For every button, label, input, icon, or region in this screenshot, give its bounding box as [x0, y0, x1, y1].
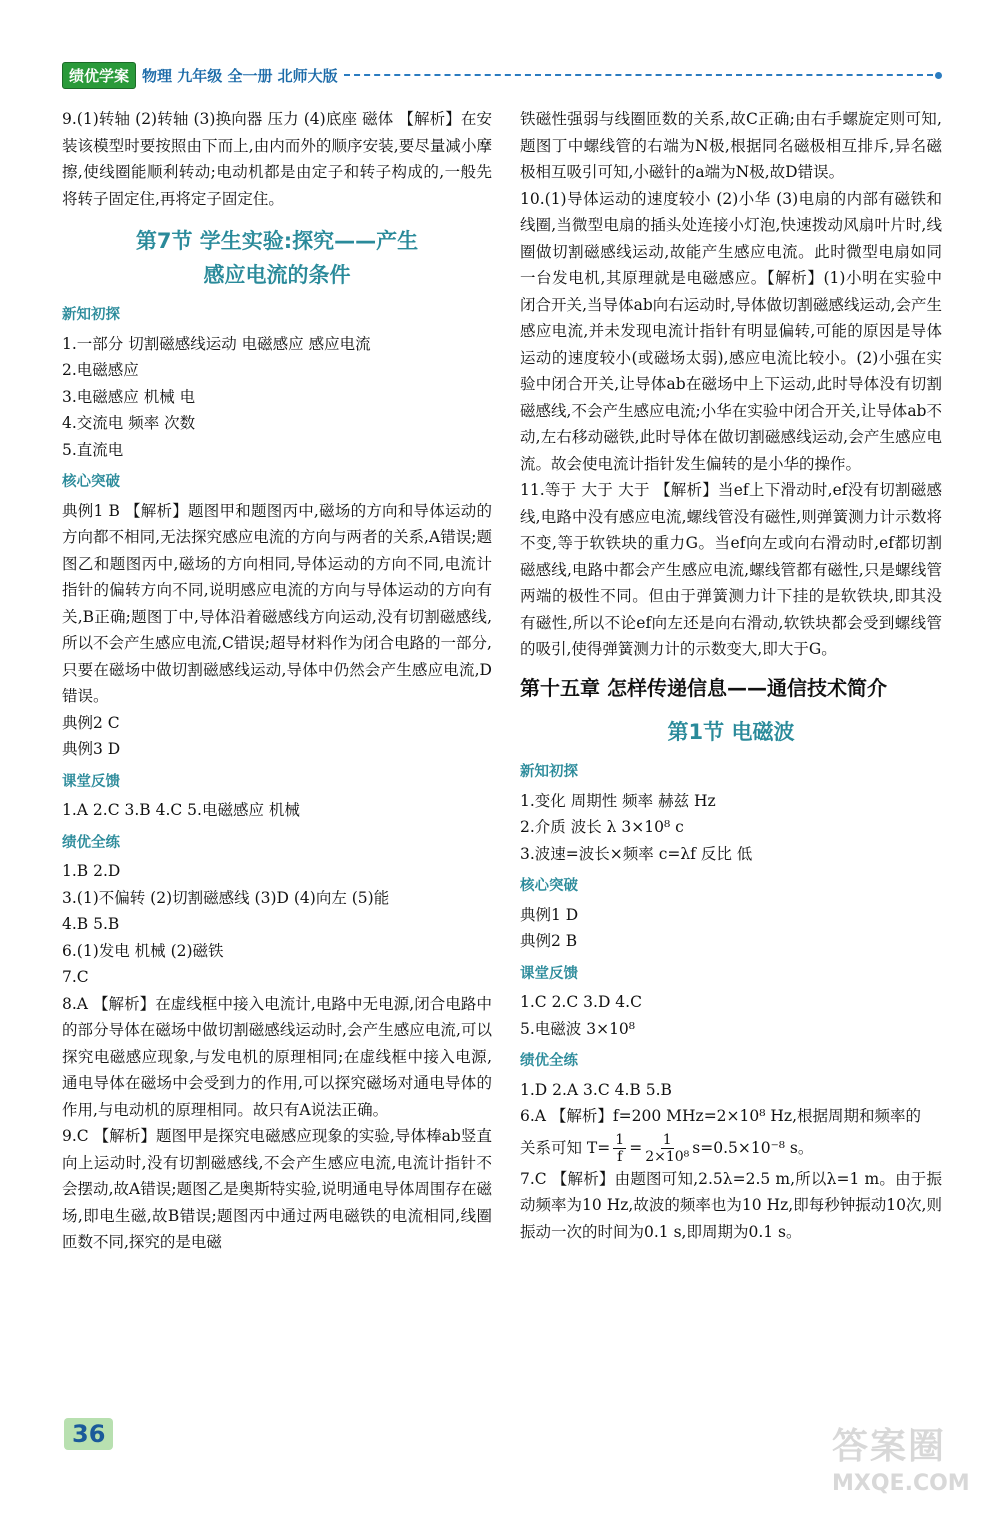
- fraction-1-over-2e8: [645, 1132, 689, 1165]
- section-heading: 核心突破: [520, 878, 578, 894]
- section-heading: 绩优全练: [62, 834, 120, 851]
- answer-line: 7.C: [62, 968, 89, 986]
- example-2: 典例2 C: [62, 713, 120, 732]
- fraction-denominator: 2×10⁸: [645, 1149, 690, 1165]
- brand-logo: 绩优学案: [62, 62, 136, 89]
- header-title: 物理 九年级 全一册 北师大版: [142, 66, 338, 85]
- answer-8: 8.A 【解析】在虚线框中接入电流计,电路中无电源,闭合电路中的部分导体在磁场中做切割磁感线运动时,会产生感应电流,可以探究电磁感应现象,与发电机的原理相同;在虚线框中接入电源,通电导体在磁场中会受到力的作用,可以探究磁场对通电导体的作用,与电动机的原理相同。故只有A说法正确。: [62, 994, 492, 1119]
- fraction-1-over-f: [613, 1132, 626, 1165]
- section-heading: 核心突破: [62, 474, 120, 490]
- lesson-title-line1: 第7节 学生实验:探究——产生: [135, 229, 419, 253]
- section-heading: 课堂反馈: [520, 965, 578, 982]
- page-number: 36: [64, 1418, 113, 1450]
- page-header: [62, 62, 942, 88]
- answer-line: 3.电磁感应 机械 电: [62, 387, 196, 406]
- example-3: 典例3 D: [62, 740, 121, 758]
- watermark-text: 答案圈: [832, 1426, 947, 1467]
- section-heading: 绩优全练: [520, 1053, 578, 1069]
- example-2: 典例2 B: [520, 932, 578, 950]
- answer-line: 4.交流电 频率 次数: [62, 414, 196, 432]
- answer-10: 10.(1)导体运动的速度较小 (2)小华 (3)电扇的内部有磁铁和线圈,当微型电扇的插头处连接小灯泡,快速拨动风扇叶片时,线圈做切割磁感线运动,故能产生感应电流。此时微型电扇如同一台发电机,其原理就是电磁感应。【解析】(1)小明在实验中闭合开关,当导体ab向右运动时,导体做切割磁感线运动,会产生感应电流,并未发现电流计指针有明显偏转,可能的原因是导体运动的速度较小(或磁场太弱),感应电流比较小。(2)小强在实验中闭合开关,让导体ab在磁场中上下运动,此时导体没有切割磁感线,不会产生感应电流;小华在实验中闭合开关,让导体ab不动,左右移动磁铁,此时导体在做切割磁感线运动,会产生感应电流。故会使电流计指针发生偏转的是小华的操作。: [520, 189, 942, 473]
- right-column: [520, 106, 942, 1245]
- answer-line: 2.介质 波长 λ 3×10⁸ c: [520, 818, 684, 836]
- example-1: 典例1 B 【解析】题图甲和题图丙中,磁场的方向和导体运动的方向都不相同,无法探究感应电流的方向与两者的关系,A错误;题图乙和题图丙中,磁场的方向相同,导体运动的方向不同,电流计指针的偏转方向不同,说明感应电流的方向与导体运动的方向有关,B正确;题图丁中,导体沿着磁感线方向运动,没有切割磁感线,所以不会产生感应电流,C错误;超导材料作为闭合电路的一部分,只要在磁场中做切割磁感线运动,导体中仍然会产生感应电流,D错误。: [62, 501, 492, 705]
- answer-line: 3.(1)不偏转 (2)切割磁感线 (3)D (4)向左 (5)能: [62, 888, 390, 907]
- answer-6-formula: [520, 1130, 942, 1166]
- section-heading: 新知初探: [62, 307, 120, 323]
- answer-line: 1.C 2.C 3.D 4.C: [520, 993, 642, 1011]
- answer-line: 1.B 2.D: [62, 862, 121, 880]
- chapter-title: 第十五章 怎样传递信息——通信技术简介: [520, 675, 887, 700]
- watermark-logo: [832, 1418, 982, 1498]
- answer-line: 4.B 5.B: [62, 915, 120, 933]
- left-column: [62, 106, 492, 1256]
- lesson-title-line2: 感应电流的条件: [203, 263, 351, 287]
- formula-equals: =: [629, 1138, 643, 1157]
- answer-line: 6.(1)发电 机械 (2)磁铁: [62, 941, 224, 960]
- answer-line: 2.电磁感应: [62, 361, 139, 379]
- header-divider: [344, 74, 933, 76]
- answer-11: 11.等于 大于 大于 【解析】当ef上下滑动时,ef没有切割磁感线,电路中没有感应电流,螺线管没有磁性,则弹簧测力计示数将不变,等于软铁块的重力G。当ef向左或向右滑动时,ef都切割磁感线,电路中都会产生感应电流,螺线管都有磁性,只是螺线管两端的极性不同。但由于弹簧测力计下挂的是软铁块,即其没有磁性,所以不论ef向左还是向右滑动,软铁块都会受到螺线管的吸引,使得弹簧测力计的示数变大,即大于G。: [520, 481, 942, 658]
- answer-line: 1.一部分 切割磁感线运动 电磁感应 感应电流: [62, 334, 371, 353]
- lesson-title: [62, 224, 492, 292]
- fraction-numerator: 1: [615, 1132, 625, 1148]
- answer-9-motor: 9.(1)转轴 (2)转轴 (3)换向器 压力 (4)底座 磁体 【解析】在安装该模型时要按照由下而上,由内而外的顺序安装,要尽量减小摩擦,使线圈能顺利转动;电动机都是由定子和转子构成的,一般先将转子固定住,再将定子固定住。: [62, 110, 492, 208]
- section-heading: 课堂反馈: [62, 773, 120, 790]
- formula-prefix: 关系可知 T=: [520, 1138, 611, 1157]
- answer-6-line1: 6.A 【解析】f=200 MHz=2×10⁸ Hz,根据周期和频率的: [520, 1107, 922, 1125]
- example-1: 典例1 D: [520, 905, 579, 924]
- answer-line: 1.D 2.A 3.C 4.B 5.B: [520, 1080, 672, 1099]
- answer-9-continued: 铁磁性强弱与线圈匝数的关系,故C正确;由右手螺旋定则可知,题图丁中螺线管的右端为N极,根据同名磁极相互排斥,异名磁极相互吸引可知,小磁针的a端为N极,故D错误。: [520, 110, 942, 181]
- answer-line: 1.A 2.C 3.B 4.C 5.电磁感应 机械: [62, 801, 300, 819]
- answer-line: 5.电磁波 3×10⁸: [520, 1019, 636, 1038]
- answer-line: 5.直流电: [62, 440, 124, 459]
- section-heading: 新知初探: [520, 764, 578, 780]
- answer-line: 3.波速=波长×频率 c=λf 反比 低: [520, 844, 753, 863]
- watermark-url: MXQE.COM: [832, 1471, 970, 1496]
- fraction-denominator: f: [617, 1149, 623, 1165]
- header-dot: [935, 72, 942, 79]
- answer-7: 7.C 【解析】由题图可知,2.5λ=2.5 m,所以λ=1 m。由于振动频率为10 Hz,故波的频率也为10 Hz,即每秒钟振动10次,则振动一次的时间为0.1 s,即周期为0.1 s。: [520, 1169, 942, 1241]
- answer-9: 9.C 【解析】题图甲是探究电磁感应现象的实验,导体棒ab竖直向上运动时,没有切割磁感线,不会产生感应电流,电流计指针不会摆动,故A错误;题图乙是奥斯特实验,说明通电导体周围存在磁场,即电生磁,故B错误;题图丙中通过两电磁铁的电流相同,线圈匝数不同,探究的是电磁: [62, 1127, 492, 1251]
- answer-line: 1.变化 周期性 频率 赫兹 Hz: [520, 791, 716, 810]
- formula-suffix: s=0.5×10⁻⁸ s。: [692, 1138, 814, 1157]
- fraction-numerator: 1: [662, 1132, 672, 1148]
- lesson-title: 第1节 电磁波: [667, 720, 795, 744]
